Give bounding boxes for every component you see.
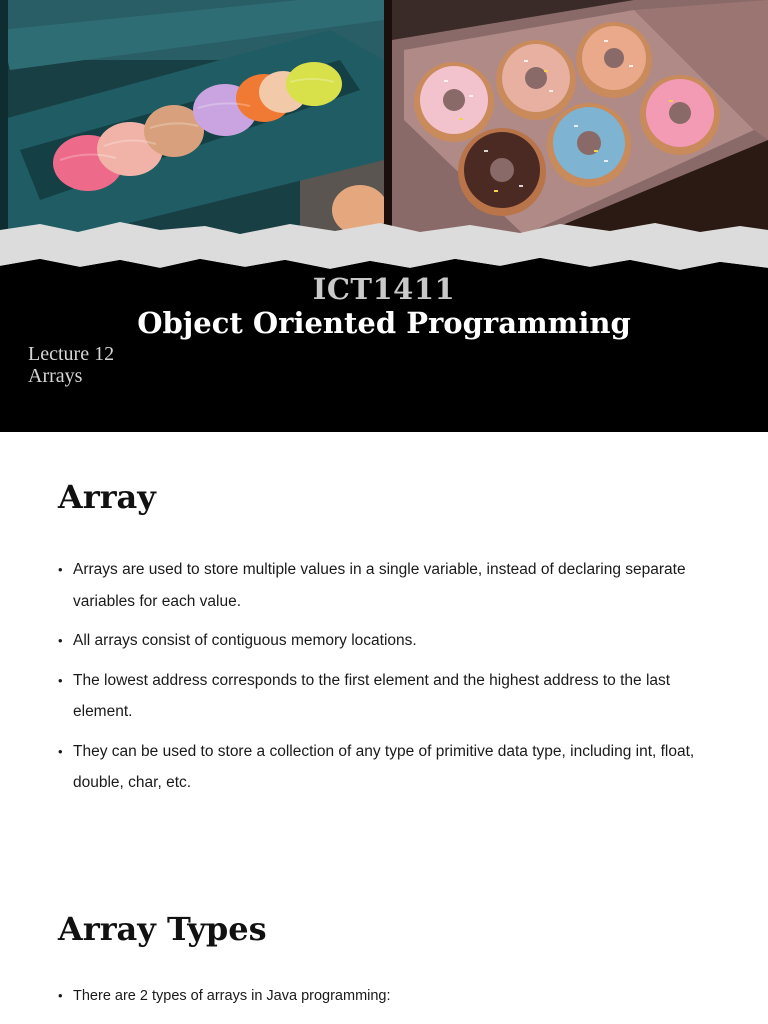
array-types-heading: Array Types [58,910,267,948]
array-bullet-list [58,554,718,807]
array-slide [0,432,768,1024]
array-types-bullet-1: • There are 2 types of arrays in Java programming: [58,984,718,1008]
lecture-number: Lecture 12 [28,343,115,365]
donuts-photo [384,0,768,245]
array-bullet-2: • All arrays consist of contiguous memory locations. [58,625,718,657]
array-heading: Array [58,478,156,516]
array-bullet-1: • Arrays are used to store multiple values in a single variable, instead of declaring separate variables for each value. [58,554,718,617]
course-code: ICT1411 [312,272,456,306]
array-bullet-4: • They can be used to store a collection of any type of primitive data type, including int, float, double, char, etc. [58,736,718,799]
macarons-image [0,0,384,245]
course-title-block [0,272,768,340]
array-types-bullet-list [58,984,718,1016]
title-slide [0,0,768,432]
array-bullet-3: • The lowest address corresponds to the first element and the highest address to the last element. [58,665,718,728]
header-photo-band [0,0,768,245]
macarons-photo [0,0,384,245]
donuts-image [384,0,768,245]
lecture-info [28,343,114,387]
course-name: Object Oriented Programming [137,306,631,340]
lecture-topic: Arrays [28,365,83,387]
torn-paper-edge [0,212,768,272]
